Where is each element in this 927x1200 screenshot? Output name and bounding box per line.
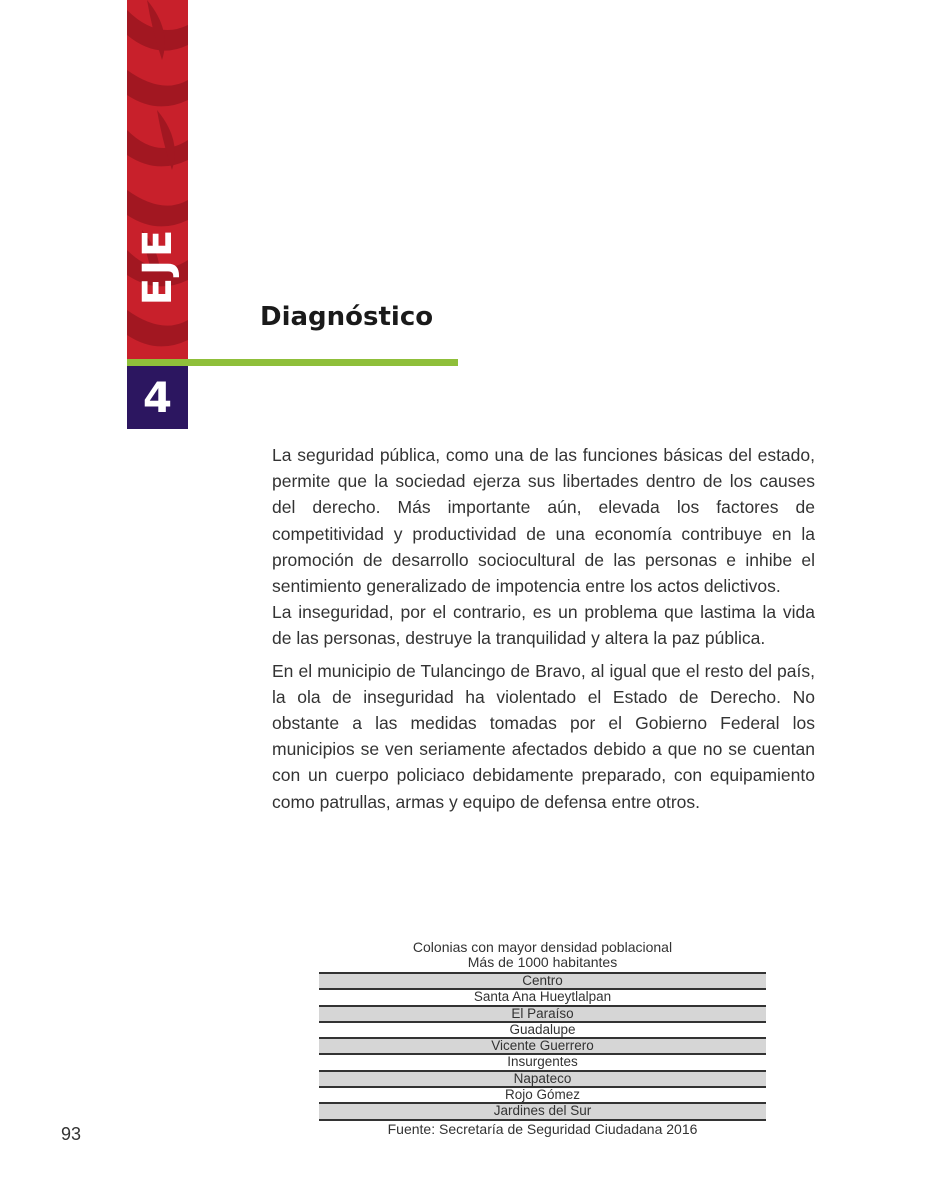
table-row: Jardines del Sur: [319, 1104, 766, 1120]
axis-number: 4: [127, 366, 188, 429]
table-row: Centro: [319, 974, 766, 990]
table-row: Guadalupe: [319, 1023, 766, 1039]
title-underline: [127, 359, 458, 366]
page-title: Diagnóstico: [260, 302, 434, 332]
neighborhoods-table: [319, 940, 766, 1137]
axis-label: EJE: [135, 226, 181, 306]
leaf-pattern-icon: [127, 0, 188, 360]
table-body: [319, 972, 766, 1121]
body-text: [272, 442, 815, 815]
paragraph: La seguridad pública, como una de las funciones básicas del estado, permite que la sociedad ejerza sus libertades dentro de los causes del derecho. Más importante aún, elevada los factores de competitividad y productividad de una economía contribuye en la promoción de desarrollo sociocultural de las personas e inhibe el sentimiento generalizado de impotencia entre los actos delictivos.: [272, 445, 815, 597]
table-row: Rojo Gómez: [319, 1088, 766, 1104]
table-subcaption: Más de 1000 habitantes: [467, 954, 618, 970]
page-number: 93: [61, 1124, 82, 1144]
table-row: Insurgentes: [319, 1055, 766, 1071]
paragraph: La inseguridad, por el contrario, es un problema que lastima la vida de las personas, destruye la tranquilidad y altera la paz pública.: [272, 602, 815, 649]
table-row: El Paraíso: [319, 1007, 766, 1023]
table-row: Napateco: [319, 1072, 766, 1088]
decorative-sidebar-band: [127, 0, 188, 360]
table-source: Fuente: Secretaría de Seguridad Ciudadana 2016: [387, 1120, 698, 1137]
table-row: Santa Ana Hueytlalpan: [319, 990, 766, 1006]
table-caption: Colonias con mayor densidad poblacional: [412, 939, 673, 955]
table-row: Vicente Guerrero: [319, 1039, 766, 1055]
paragraph: En el municipio de Tulancingo de Bravo, al igual que el resto del país, la ola de inseguridad ha violentado el Estado de Derecho. No obstante a las medidas tomadas por el Gobierno Federal los municipios se ven seriamente afectados debido a que no se cuentan con un cuerpo policiaco debidamente preparado, con equipamiento como patrullas, armas y equipo de defensa entre otros.: [272, 660, 815, 812]
